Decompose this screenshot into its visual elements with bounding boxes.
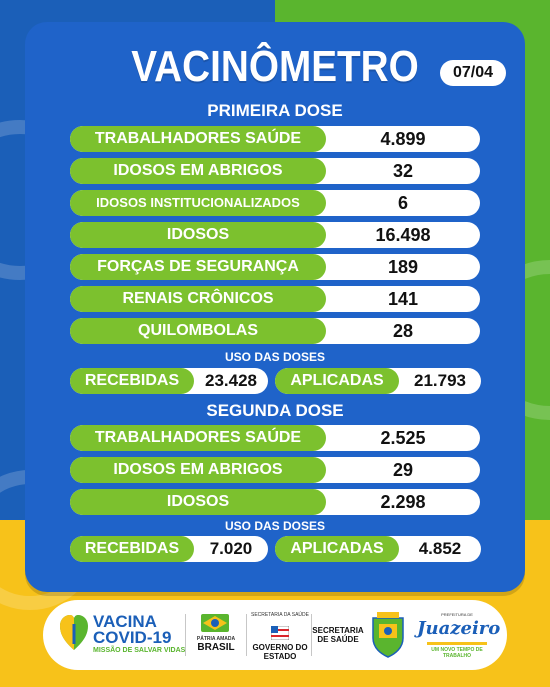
first-dose-row [70, 318, 480, 344]
juazeiro-underline [427, 642, 487, 645]
category-value: 2.298 [380, 492, 426, 512]
category-value: 4.899 [380, 129, 426, 149]
applied-label: APLICADAS [275, 368, 399, 394]
first-dose-row [70, 254, 480, 280]
category-value: 141 [387, 289, 419, 309]
applied-value: 21.793 [414, 371, 466, 390]
received-label: RECEBIDAS [70, 536, 194, 562]
received-value: 7.020 [209, 539, 253, 558]
first-dose-row [70, 286, 480, 312]
heart-shield-icon [59, 614, 89, 652]
category-label: IDOSOS INSTITUCIONALIZADOS [70, 190, 326, 216]
category-label: QUILOMBOLAS [70, 318, 326, 344]
category-value: 16.498 [375, 225, 431, 245]
second-dose-row [70, 489, 480, 515]
brasil-text: BRASIL [197, 642, 235, 653]
category-label: FORÇAS DE SEGURANÇA [70, 254, 326, 280]
category-value: 189 [387, 257, 419, 277]
applied-label: APLICADAS [275, 536, 399, 562]
gov-secretaria-text: SECRETARIA DA SAÚDE [251, 612, 309, 618]
vacina-slogan: MISSÃO DE SALVAR VIDAS [93, 647, 186, 654]
vacina-text: VACINA [93, 612, 157, 631]
juazeiro-logo-text: Juazeiro [417, 618, 501, 639]
category-value: 29 [392, 460, 414, 480]
first-dose-row [70, 190, 480, 216]
applied-value: 4.852 [418, 539, 462, 558]
first-dose-applied [275, 368, 481, 394]
category-label: IDOSOS [70, 222, 326, 248]
first-dose-row [70, 222, 480, 248]
category-label: TRABALHADORES SAÚDE [70, 425, 326, 451]
juazeiro-crest-icon [369, 612, 407, 658]
covid-text: COVID-19 [93, 628, 172, 647]
divider [246, 614, 247, 656]
category-value: 32 [392, 161, 414, 181]
category-value: 2.525 [380, 428, 426, 448]
category-label: IDOSOS EM ABRIGOS [70, 158, 326, 184]
first-dose-usage-heading: USO DAS DOSES [224, 350, 326, 364]
category-value: 6 [397, 193, 408, 213]
governo-estado-text: GOVERNO DO ESTADO [252, 643, 308, 661]
juazeiro-prefeitura-text: PREFEITURA DE [441, 612, 473, 617]
first-dose-row [70, 158, 480, 184]
received-value: 23.428 [205, 371, 257, 390]
footer-logos [43, 600, 507, 670]
secretaria-saude-text: SECRETARIA DE SAÚDE [312, 626, 364, 644]
received-label: RECEBIDAS [70, 368, 194, 394]
second-dose-row [70, 457, 480, 483]
category-label: RENAIS CRÔNICOS [70, 286, 326, 312]
second-dose-row [70, 425, 480, 451]
category-value: 28 [392, 321, 414, 341]
juazeiro-slogan: UM NOVO TEMPO DE TRABALHO [431, 647, 483, 659]
second-dose-usage-heading: USO DAS DOSES [224, 519, 326, 533]
bahia-flag-icon [271, 626, 289, 640]
category-label: TRABALHADORES SAÚDE [70, 126, 326, 152]
date-badge: 07/04 [440, 60, 506, 86]
second-dose-heading: SEGUNDA DOSE [206, 401, 344, 420]
category-label: IDOSOS [70, 489, 326, 515]
second-dose-received [70, 536, 268, 562]
category-label: IDOSOS EM ABRIGOS [70, 457, 326, 483]
first-dose-row [70, 126, 480, 152]
brasil-flag-icon [201, 614, 229, 632]
second-dose-applied [275, 536, 481, 562]
first-dose-heading: PRIMEIRA DOSE [207, 101, 343, 120]
page-title: VACINÔMETRO [131, 42, 419, 91]
divider [185, 614, 186, 656]
brasil-slogan: PÁTRIA AMADA [196, 636, 236, 642]
first-dose-received [70, 368, 268, 394]
